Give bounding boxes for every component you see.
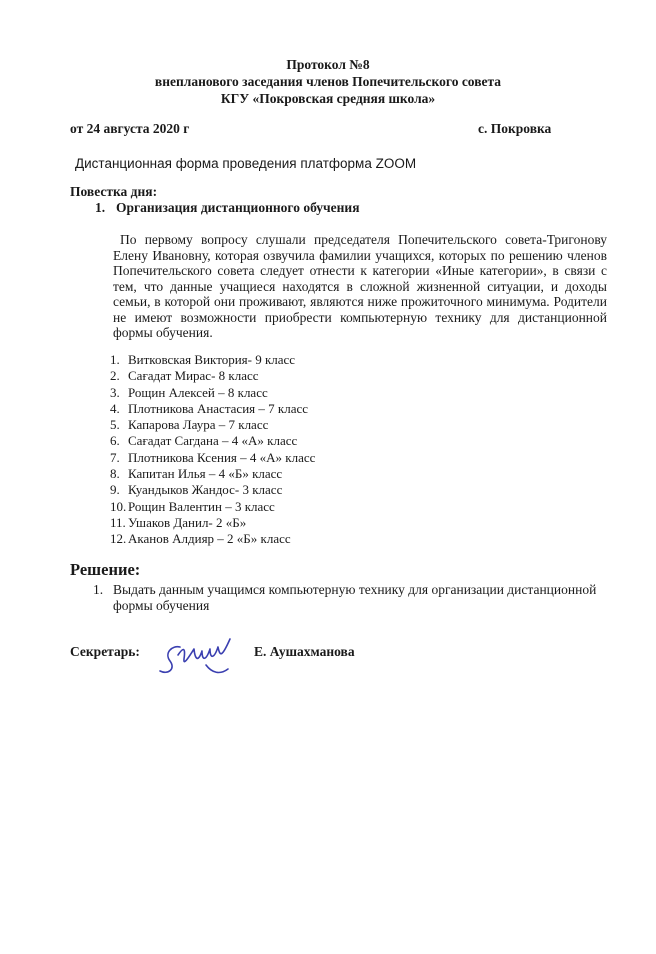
body-paragraph: По первому вопросу слушали председателя Попечительского совета-Тригонову Елену Ивановну, которая озвучила фамилии учащихся, которых по решению членов Попечительского совета следует отнести к категории «Иные категории», в связи с тем, что данные учащиеся находятся в сложной жизненной ситуации, и доходы семьи, в которой они проживают, являются ниже прожиточного минимума. Родители не имеют возможности приобрести компьютерную технику для дистанционной формы обучения. <box>113 232 607 340</box>
protocol-title: Протокол №8 <box>286 57 370 72</box>
student-item <box>110 499 550 515</box>
student-item <box>110 466 550 482</box>
student-number: 2. <box>110 368 120 384</box>
student-number: 10. <box>110 498 127 514</box>
student-text: Куандыков Жандос- 3 класс <box>128 482 283 498</box>
agenda-item-text: Организация дистанционного обучения <box>116 200 360 215</box>
students-list <box>110 352 550 548</box>
student-item <box>110 482 550 498</box>
student-number: 9. <box>110 482 120 498</box>
student-number: 12. <box>110 531 127 547</box>
student-text: Капитан Илья – 4 «Б» класс <box>128 466 283 482</box>
student-number: 1. <box>110 352 120 367</box>
student-number: 11. <box>110 514 126 530</box>
student-number: 7. <box>110 449 120 465</box>
handwritten-signature <box>150 625 245 685</box>
student-item <box>110 515 550 531</box>
student-item <box>110 385 550 401</box>
student-item <box>110 531 550 547</box>
meeting-place: с. Покровка <box>478 121 552 136</box>
student-number: 6. <box>110 433 120 449</box>
student-text: Рощин Алексей – 8 класс <box>128 384 268 400</box>
student-number: 4. <box>110 400 120 416</box>
student-text: Сағадат Мирас- 8 класс <box>128 368 259 384</box>
student-number: 3. <box>110 384 120 400</box>
student-text: Сағадат Сагдана – 4 «А» класс <box>128 433 298 449</box>
school-name: КГУ «Покровская средняя школа» <box>220 91 436 106</box>
student-item <box>110 352 550 368</box>
secretary-name: Е. Аушахманова <box>254 644 355 659</box>
student-text: Рощин Валентин – 3 класс <box>128 498 275 514</box>
student-item <box>110 450 550 466</box>
decision-heading: Решение: <box>70 560 141 579</box>
format-line: Дистанционная форма проведения платформа ZOOM <box>75 156 417 171</box>
decision-item-number: 1. <box>93 582 104 597</box>
student-item <box>110 368 550 384</box>
student-text: Капарова Лаура – 7 класс <box>128 417 269 433</box>
student-text: Витковская Виктория- 9 класс <box>128 352 296 367</box>
agenda-item-number: 1. <box>95 200 106 215</box>
student-item <box>110 417 550 433</box>
agenda-heading: Повестка дня: <box>70 184 158 199</box>
protocol-subtitle: внепланового заседания членов Попечительского совета <box>154 74 502 89</box>
student-number: 8. <box>110 466 120 482</box>
secretary-label: Секретарь: <box>70 644 140 659</box>
student-item <box>110 401 550 417</box>
student-text: Аканов Алдияр – 2 «Б» класс <box>128 531 291 547</box>
student-text: Плотникова Ксения – 4 «А» класс <box>128 449 316 465</box>
student-item <box>110 433 550 449</box>
meeting-date: от 24 августа 2020 г <box>70 121 190 136</box>
student-number: 5. <box>110 417 120 433</box>
decision-item-text: Выдать данным учащимся компьютерную технику для организации дистанционной формы обучения <box>113 582 597 613</box>
student-text: Плотникова Анастасия – 7 класс <box>128 400 309 416</box>
student-text: Ушаков Данил- 2 «Б» <box>128 514 247 530</box>
